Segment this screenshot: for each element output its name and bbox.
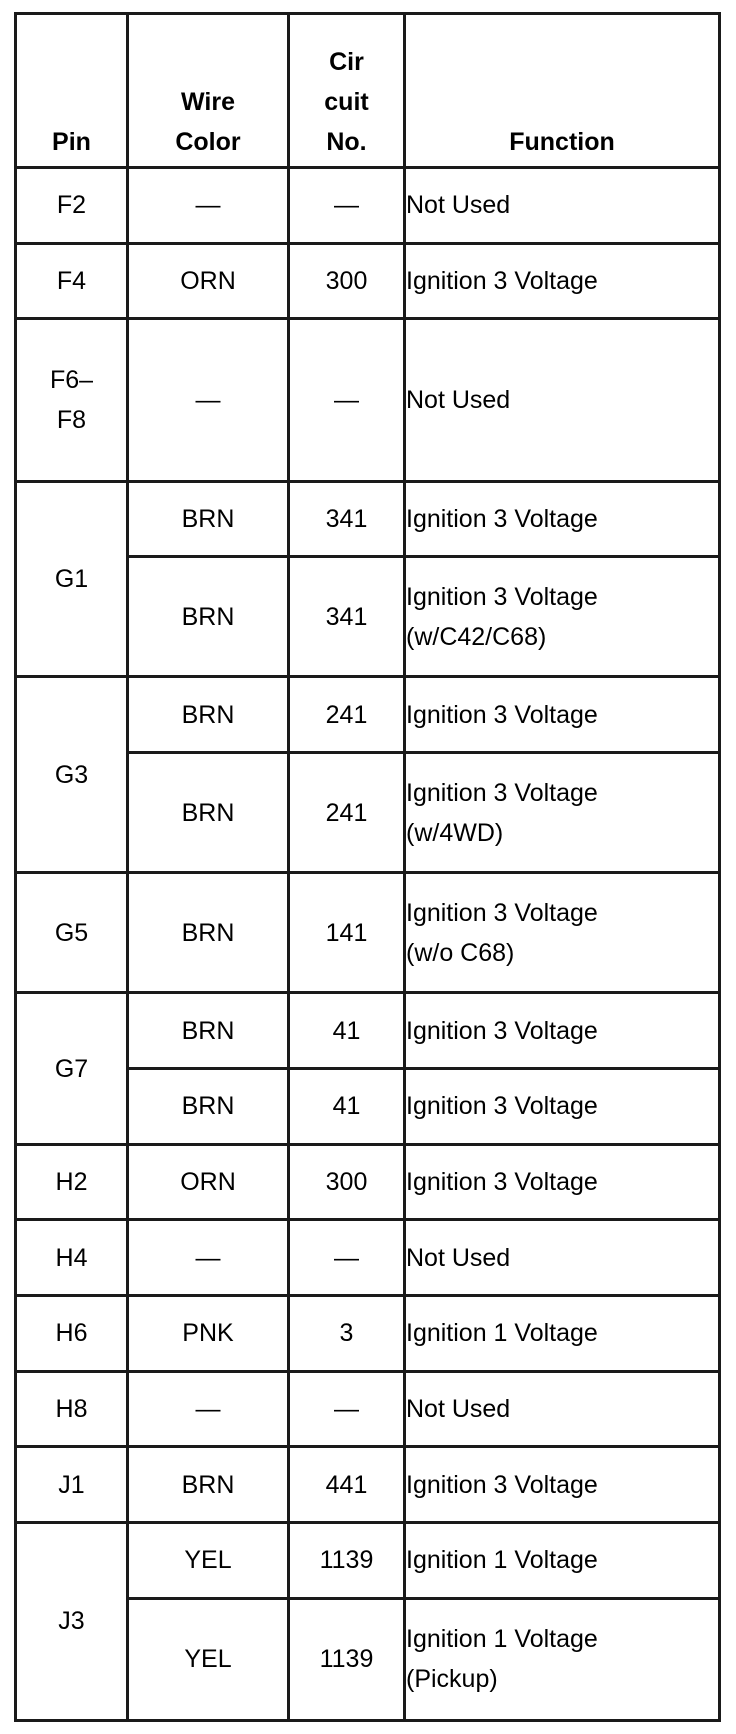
circuit-cell: 241 xyxy=(289,753,405,873)
wire-color-cell: ORN xyxy=(128,1144,289,1220)
circuit-cell: 141 xyxy=(289,873,405,993)
table-row xyxy=(16,481,720,557)
circuit-cell: 3 xyxy=(289,1295,405,1371)
table-row xyxy=(16,993,720,1069)
function-cell: Ignition 3 Voltage xyxy=(405,243,720,319)
pin-cell: H2 xyxy=(16,1144,128,1220)
wire-color-cell: BRN xyxy=(128,481,289,557)
function-cell: Ignition 1 Voltage xyxy=(405,1295,720,1371)
wire-color-cell: YEL xyxy=(128,1522,289,1598)
wire-color-cell: PNK xyxy=(128,1295,289,1371)
table-row xyxy=(16,1522,720,1598)
pin-cell: F6– F8 xyxy=(16,319,128,481)
header-row xyxy=(16,14,720,168)
table-row xyxy=(16,319,720,481)
wire-color-cell: BRN xyxy=(128,557,289,677)
function-cell: Not Used xyxy=(405,1371,720,1447)
pin-cell: J1 xyxy=(16,1447,128,1523)
wire-color-cell: BRN xyxy=(128,993,289,1069)
circuit-cell: — xyxy=(289,319,405,481)
table-row xyxy=(16,168,720,244)
function-cell: Not Used xyxy=(405,319,720,481)
table-row xyxy=(16,677,720,753)
pin-cell: G7 xyxy=(16,993,128,1144)
header-function: Function xyxy=(405,14,720,168)
wire-color-cell: — xyxy=(128,1371,289,1447)
pin-cell: J3 xyxy=(16,1522,128,1720)
table-row xyxy=(16,243,720,319)
circuit-cell: 1139 xyxy=(289,1522,405,1598)
function-cell: Ignition 3 Voltage xyxy=(405,1069,720,1145)
wire-color-cell: — xyxy=(128,1220,289,1296)
pin-cell: H8 xyxy=(16,1371,128,1447)
pin-cell: F2 xyxy=(16,168,128,244)
function-cell: Ignition 1 Voltage (Pickup) xyxy=(405,1598,720,1720)
circuit-cell: 300 xyxy=(289,1144,405,1220)
header-wire-color: Wire Color xyxy=(128,14,289,168)
table-row xyxy=(16,1144,720,1220)
circuit-cell: 1139 xyxy=(289,1598,405,1720)
function-cell: Not Used xyxy=(405,1220,720,1296)
header-pin: Pin xyxy=(16,14,128,168)
circuit-cell: — xyxy=(289,1220,405,1296)
wire-color-cell: BRN xyxy=(128,1069,289,1145)
circuit-cell: 41 xyxy=(289,993,405,1069)
circuit-cell: — xyxy=(289,168,405,244)
wire-color-cell: BRN xyxy=(128,753,289,873)
circuit-cell: 300 xyxy=(289,243,405,319)
wire-color-cell: — xyxy=(128,319,289,481)
header-circuit-no: Cir cuit No. xyxy=(289,14,405,168)
wire-color-cell: BRN xyxy=(128,677,289,753)
table-row xyxy=(16,1371,720,1447)
wire-color-cell: — xyxy=(128,168,289,244)
circuit-cell: 341 xyxy=(289,481,405,557)
wire-color-cell: ORN xyxy=(128,243,289,319)
function-cell: Ignition 3 Voltage xyxy=(405,1447,720,1523)
circuit-cell: 41 xyxy=(289,1069,405,1145)
wire-color-cell: BRN xyxy=(128,1447,289,1523)
function-cell: Ignition 3 Voltage xyxy=(405,993,720,1069)
function-cell: Ignition 3 Voltage (w/C42/C68) xyxy=(405,557,720,677)
circuit-cell: — xyxy=(289,1371,405,1447)
pin-cell: H6 xyxy=(16,1295,128,1371)
pin-cell: F4 xyxy=(16,243,128,319)
function-cell: Ignition 3 Voltage xyxy=(405,677,720,753)
wire-color-cell: BRN xyxy=(128,873,289,993)
wire-color-cell: YEL xyxy=(128,1598,289,1720)
table-row xyxy=(16,1220,720,1296)
circuit-cell: 441 xyxy=(289,1447,405,1523)
pin-cell: G3 xyxy=(16,677,128,873)
pin-cell: G1 xyxy=(16,481,128,677)
table-row xyxy=(16,873,720,993)
table-row xyxy=(16,1447,720,1523)
function-cell: Ignition 3 Voltage (w/o C68) xyxy=(405,873,720,993)
circuit-cell: 241 xyxy=(289,677,405,753)
circuit-cell: 341 xyxy=(289,557,405,677)
table-row xyxy=(16,1295,720,1371)
function-cell: Ignition 3 Voltage xyxy=(405,481,720,557)
function-cell: Not Used xyxy=(405,168,720,244)
function-cell: Ignition 3 Voltage (w/4WD) xyxy=(405,753,720,873)
function-cell: Ignition 3 Voltage xyxy=(405,1144,720,1220)
function-cell: Ignition 1 Voltage xyxy=(405,1522,720,1598)
pin-function-table xyxy=(14,12,721,1722)
pin-cell: G5 xyxy=(16,873,128,993)
pin-cell: H4 xyxy=(16,1220,128,1296)
